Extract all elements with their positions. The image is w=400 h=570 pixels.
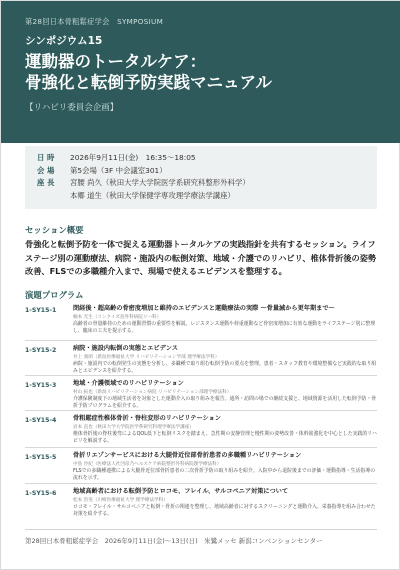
program-item xyxy=(25,410,377,447)
date-row xyxy=(37,152,377,165)
program-title: 骨折リエゾンサービスにおける大腿骨近位部骨折患者の多職種リハビリテーション xyxy=(73,452,302,459)
date-value: 2026年9月11日(金) 16:35～18:05 xyxy=(70,153,196,162)
program-author: 中島 沙紀（医療法人社団彦乃ヘルスケア病院整形外科病院理学療法科） xyxy=(73,461,222,467)
program-id: 1-SY15-5 xyxy=(25,454,57,461)
program-author: 村山 拓也（新潟リハビリテーション病院 リハビリテーション部理学療法科） xyxy=(73,389,232,395)
footer-text: 第28回日本骨粗鬆症学会 2026年9月11日(金)～13日(日) 朱鷺メッセ 新潟コンベンションセンター xyxy=(25,537,323,545)
program-id: 1-SY15-2 xyxy=(25,347,57,354)
overview-heading: セッション概要 xyxy=(25,225,84,235)
program-author: 松本 浩実（川崎医療福祉大学 理学療法学科） xyxy=(73,497,168,503)
program-item xyxy=(25,301,377,340)
program-item xyxy=(25,483,377,519)
program-title: 地域・介護領域でのリハビリテーション xyxy=(73,380,184,387)
chair-row xyxy=(37,177,377,190)
program-item xyxy=(25,375,377,410)
program-title: 病院・施設内転倒の実態とエビデンス xyxy=(73,345,178,352)
program-list xyxy=(25,301,377,519)
program-id: 1-SY15-6 xyxy=(25,490,57,497)
program-author: 井上 義朗（新潟医療福祉大学 リハビリテーション学部 理学療法学科） xyxy=(73,354,220,360)
program-id: 1-SY15-3 xyxy=(25,382,57,389)
chair-name-1: 宮腰 尚久（秋田大学大学院医学系研究科整形外科学） xyxy=(70,178,250,187)
header-band xyxy=(1,1,400,143)
date-label: 日 時 xyxy=(37,153,55,162)
conference-name: 第28回日本骨粗鬆症学会 SYMPOSIUM xyxy=(25,17,164,26)
program-title: 地域高齢者における転倒予防とロコモ、フレイル、サルコペニア対策について xyxy=(73,488,289,495)
program-title: 骨粗鬆症性椎体骨折・脊柱変形のリハビリテーション xyxy=(73,415,221,422)
session-title-line2: 骨強化と転倒予防実践マニュアル xyxy=(25,73,272,92)
symposium-number: シンポジウム15 xyxy=(25,35,103,47)
program-description: ロコモ・フレイル・サルコペニアと転倒・骨折の関連を整理し、地域高齢者に対するスクリーニングと運動介入、栄養指導を組み合わせた対策を紹介する。 xyxy=(73,503,376,517)
organizer-tag: 【リハビリ委員会企画】 xyxy=(25,103,119,113)
program-id: 1-SY15-1 xyxy=(25,307,57,314)
program-id: 1-SY15-4 xyxy=(25,417,57,424)
program-item xyxy=(25,447,377,483)
venue-value: 第5会場（3F 中会議室301） xyxy=(70,165,167,175)
session-title-line1: 運動器のトータルケア： xyxy=(25,52,207,71)
program-heading: 演題プログラム xyxy=(25,290,84,300)
program-item xyxy=(25,340,377,375)
program-author: 楠本 光生（リンクイズ島外科病院リハ科） xyxy=(73,314,162,320)
overview-text: 骨強化と転倒予防を一体で捉える運動器トータルケアの実践指針を共有するセッション。ライフステージ別の運動療法、病院・施設内の転倒対策、地域・介護でのリハビリ、椎体骨折後の姿勢改善、FLSでの多職種介入まで、現場で使えるエビデンスを整理する。 xyxy=(25,239,377,277)
program-description: 病院・施設内での転倒発生の実態を分析し、多職種で取り組む転倒予防の要点を整理。患者・スタッフ教育や環境整備など実践的な取り組みとエビデンスを紹介する。 xyxy=(73,360,377,374)
chair-label: 座 長 xyxy=(37,178,55,187)
program-description: 高齢者の骨量維持のための運動習慣の重要性を解説。レジスタンス運動や荷重運動など骨密度増加に有効な運動をライフステージ別に整理し、臨床の工夫を提示する。 xyxy=(73,320,376,334)
program-author: 岩本 直也（秋田大学大学院医学系研究科理学療法学講座） xyxy=(73,424,194,430)
footer-divider xyxy=(25,529,377,530)
program-description: 椎体骨折後の脊柱後弯によるQOL低下と転倒リスクを踏まえ、急性期の安静管理と慢性期の姿勢改善・体幹筋強化を中心とした実践的リハビリを解説する。 xyxy=(73,430,377,444)
program-description: FLSでの多職種連携による大腿骨近位部骨折患者の二次骨折予防の取り組みを紹介。入院中から退院後までの評価・運動指導・生活指導の流れを示す。 xyxy=(73,467,376,481)
venue-label: 会 場 xyxy=(37,165,55,175)
session-info-box xyxy=(25,146,377,209)
program-title: 閉経後・超高齢の骨密度増加と維持のエビデンスと運動療法の実際 ～骨量減から更年期まで～ xyxy=(73,305,335,312)
venue-row xyxy=(37,165,377,178)
chair-name-2: 本郷 道生（秋田大学保健学専攻理学療法学講座） xyxy=(70,190,235,200)
chair-row-2 xyxy=(37,190,377,203)
program-description: 介護保険制度下の地域生活者を対象とした運動介入の取り組みを報告。通所・訪問の場での継続支援と、地域資源を活用した転倒予防・骨折予防プログラムを紹介する。 xyxy=(73,395,377,409)
